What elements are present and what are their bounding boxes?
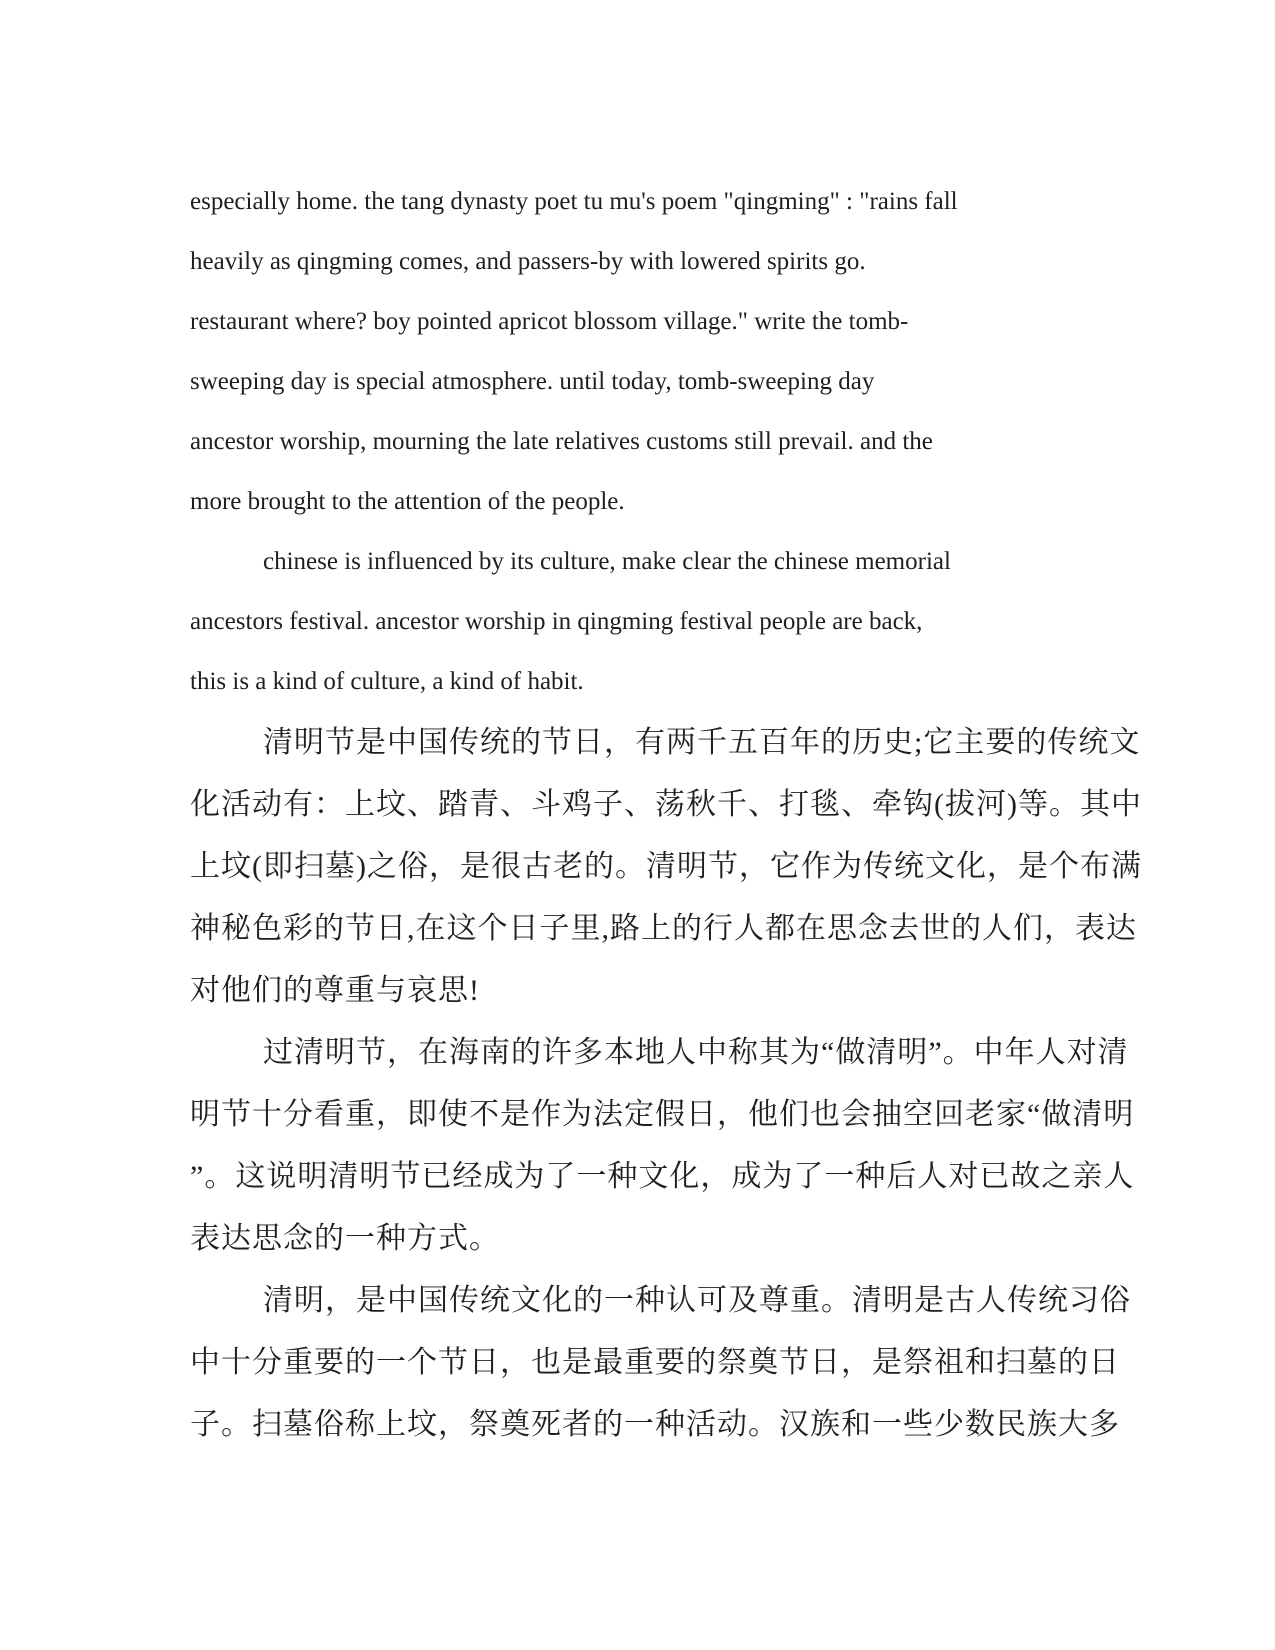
text-line: 清明节是中国传统的节日，有两千五百年的历史;它主要的传统文	[263, 726, 1141, 759]
text-line: more brought to the attention of the people.	[190, 488, 625, 515]
text-line: 明节十分看重，即使不是作为法定假日，他们也会抽空回老家“做清明	[190, 1098, 1135, 1131]
text-line: chinese is influenced by its culture, make clear the chinese memorial	[263, 548, 951, 575]
text-line: restaurant where? boy pointed apricot blossom village." write the tomb-	[190, 308, 909, 335]
text-line: 中十分重要的一个节日，也是最重要的祭奠节日，是祭祖和扫墓的日	[190, 1346, 1120, 1379]
text-line: ancestor worship, mourning the late relatives customs still prevail. and the	[190, 428, 933, 455]
text-line: ”。这说明清明节已经成为了一种文化，成为了一种后人对已故之亲人	[190, 1160, 1135, 1193]
document-body	[190, 172, 1142, 1456]
text-line: 清明，是中国传统文化的一种认可及尊重。清明是古人传统习俗	[263, 1284, 1131, 1317]
text-line: heavily as qingming comes, and passers-by with lowered spirits go.	[190, 248, 866, 275]
text-line: 神秘色彩的节日,在这个日子里,路上的行人都在思念去世的人们，表达	[190, 912, 1137, 945]
text-line: ancestors festival. ancestor worship in qingming festival people are back,	[190, 608, 923, 635]
text-line: 表达思念的一种方式。	[190, 1222, 500, 1255]
text-line: sweeping day is special atmosphere. until today, tomb-sweeping day	[190, 368, 875, 395]
text-line: 对他们的尊重与哀思!	[190, 974, 480, 1007]
text-line: 过清明节，在海南的许多本地人中称其为“做清明”。中年人对清	[263, 1036, 1129, 1069]
text-line: this is a kind of culture, a kind of habit.	[190, 668, 584, 695]
text-line: 上坟(即扫墓)之俗，是很古老的。清明节，它作为传统文化，是个布满	[190, 850, 1142, 883]
text-line: 化活动有：上坟、踏青、斗鸡子、荡秋千、打毯、牵钩(拔河)等。其中	[190, 788, 1142, 821]
text-line: especially home. the tang dynasty poet tu mu's poem "qingming" : "rains fall	[190, 188, 958, 215]
text-line: 子。扫墓俗称上坟，祭奠死者的一种活动。汉族和一些少数民族大多	[190, 1408, 1120, 1441]
